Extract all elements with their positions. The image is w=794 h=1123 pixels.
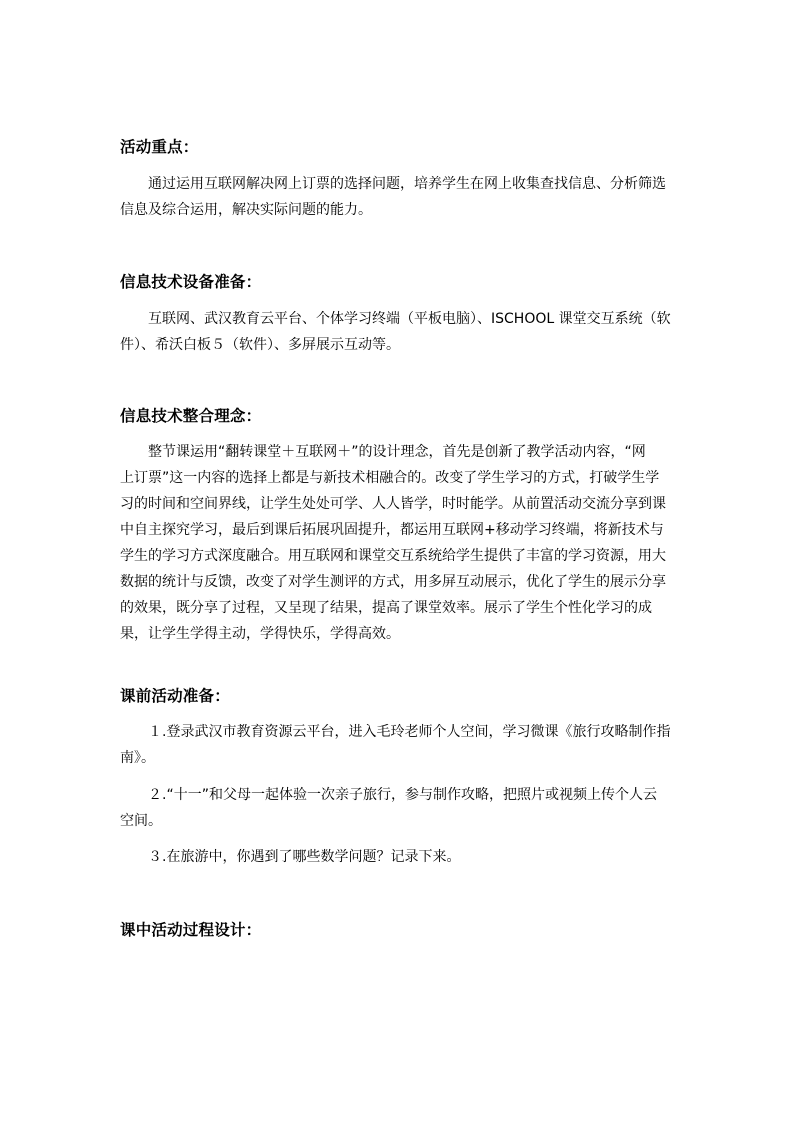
- list-item-line: ２.“十一”和父母一起体验一次亲子旅行，参与制作攻略，把照片或视频上传个人云: [148, 787, 657, 803]
- list-item: [120, 782, 688, 834]
- list-item: [120, 844, 688, 870]
- list-item-line: 空间。: [120, 813, 162, 829]
- section-paragraph-integration: [120, 439, 688, 647]
- section-heading-pre-class: 课前活动准备：: [120, 687, 230, 705]
- section-paragraph-key-points: [120, 171, 688, 223]
- section-paragraph-equipment: [120, 306, 688, 358]
- section-heading-equipment: 信息技术设备准备：: [120, 273, 262, 291]
- paragraph-line: 的效果，既分享了过程，又呈现了结果，提高了课堂效率。展示了学生个性化学习的成: [120, 600, 652, 616]
- section-heading-key-points: 活动重点：: [120, 138, 199, 156]
- paragraph-line: 中自主探究学习，最后到课后拓展巩固提升，都运用互联网+移动学习终端，将新技术与: [120, 522, 664, 538]
- paragraph-line: 上订票”这一内容的选择上都是与新技术相融合的。改变了学生学习的方式，打破学生学: [120, 470, 660, 486]
- list-item-line: ３.在旅游中，你遇到了哪些数学问题？记录下来。: [148, 849, 461, 865]
- list-item-line: 南》。: [120, 750, 155, 766]
- paragraph-line: 通过运用互联网解决网上订票的选择问题，培养学生在网上收集查找信息、分析筛选: [148, 176, 666, 192]
- section-heading-in-class: 课中活动过程设计：: [120, 921, 262, 939]
- paragraph-line: 信息及综合运用，解决实际问题的能力。: [120, 202, 372, 218]
- list-item-line: １.登录武汉市教育资源云平台，进入毛玲老师个人空间，学习微课《旅行攻略制作指: [148, 724, 671, 740]
- paragraph-line: 学生的学习方式深度融合。用互联网和课堂交互系统给学生提供了丰富的学习资源，用大: [120, 548, 666, 564]
- paragraph-line: 整节课运用“翻转课堂＋互联网＋”的设计理念，首先是创新了教学活动内容，“网: [148, 444, 646, 460]
- list-item: [120, 719, 688, 771]
- paragraph-line: 果，让学生学得主动，学得快乐，学得高效。: [120, 626, 400, 642]
- paragraph-line: 互联网、武汉教育云平台、个体学习终端（平板电脑）、ISCHOOL 课堂交互系统（软: [148, 311, 671, 327]
- paragraph-line: 件）、希沃白板５（软件）、多屏展示互动等。: [120, 337, 400, 353]
- section-heading-integration: 信息技术整合理念：: [120, 407, 262, 425]
- paragraph-line: 习的时间和空间界线，让学生处处可学、人人皆学，时时能学。从前置活动交流分享到课: [120, 496, 666, 512]
- paragraph-line: 数据的统计与反馈，改变了对学生测评的方式，用多屏互动展示，优化了学生的展示分享: [120, 574, 666, 590]
